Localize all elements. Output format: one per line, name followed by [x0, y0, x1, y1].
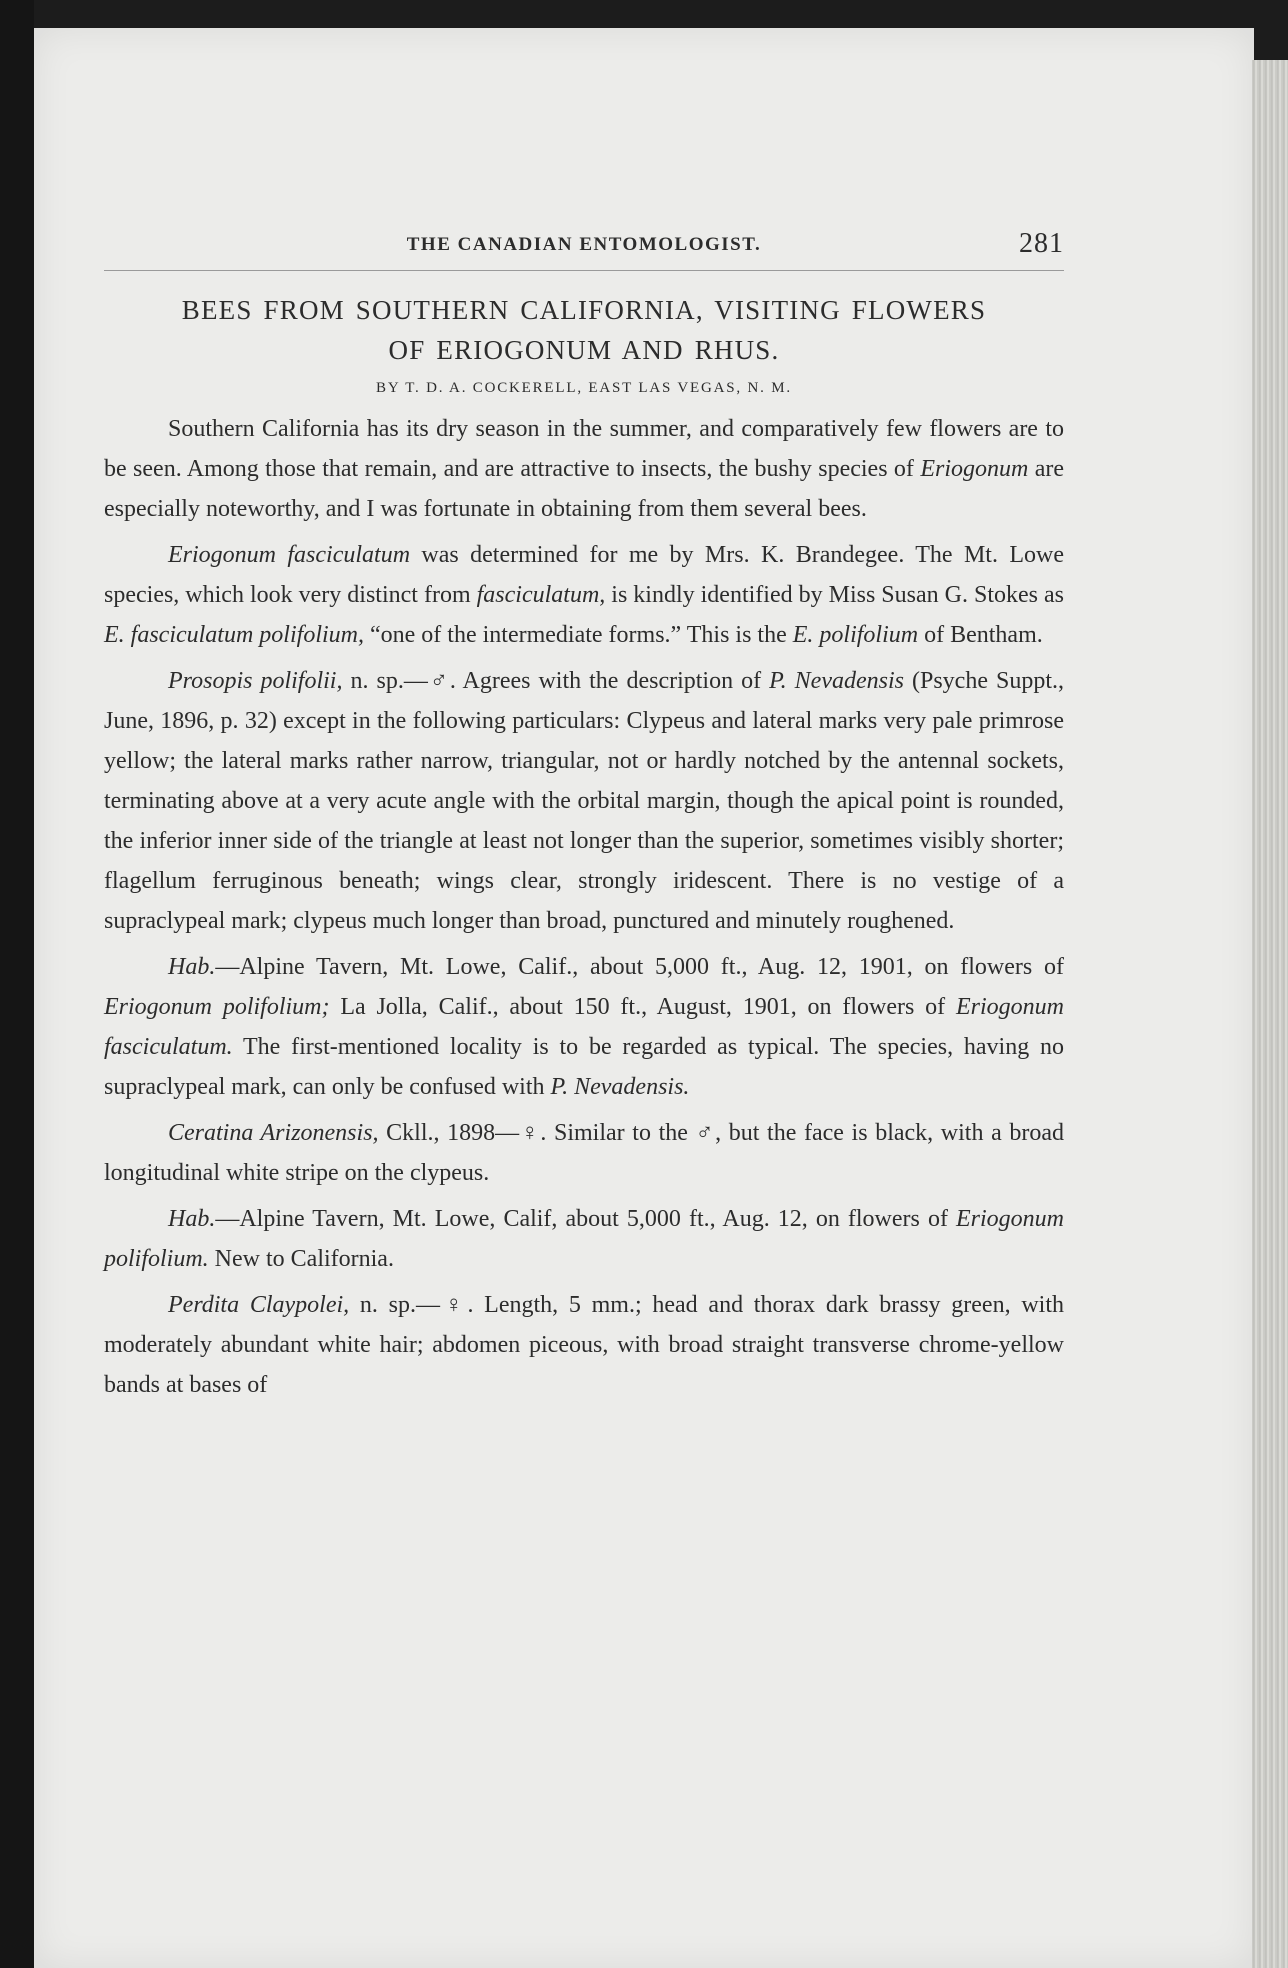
paragraph-ceratina-habitat	[104, 1199, 1064, 1279]
italic-run: Hab.	[168, 1206, 216, 1232]
italic-run: E. polifolium	[792, 622, 919, 648]
paragraph-eriogonum	[104, 535, 1064, 655]
text-run: “one of the intermediate forms.” This is the	[363, 622, 793, 648]
text-run: The first-mentioned locality is to be regarded as typical. The species, having no supraclypeal mark, can only be confused with	[104, 1034, 1064, 1100]
italic-run: Ceratina Arizonensis,	[168, 1120, 379, 1146]
text-run: New to California.	[208, 1246, 394, 1272]
italic-run: P. Nevadensis.	[550, 1074, 690, 1100]
text-run: was determined for me by Mrs. K. Brandegee. The Mt. Lowe species, which look very distinct from	[104, 542, 1064, 608]
italic-run: Eriogonum fasciculatum.	[104, 994, 1065, 1060]
italic-run: Eriogonum polifolium.	[104, 1206, 1064, 1272]
text-run: n. sp.—♀. Length, 5 mm.; head and thorax dark brassy green, with moderately abundant white hair; abdomen piceous, with broad straight transverse chrome-yellow bands at bases of	[104, 1292, 1064, 1398]
paragraph-prosopis-habitat	[104, 947, 1064, 1107]
text-run: are especially noteworthy, and I was fortunate in obtaining from them several bees.	[104, 456, 1065, 522]
text-run: of Bentham.	[918, 622, 1043, 648]
paragraph-prosopis	[104, 661, 1064, 941]
text-run: Southern California has its dry season in the summer, and comparatively few flowers are to be seen. Among those that remain, and are attractive to insects, the bushy species of	[104, 416, 1064, 482]
article-title-line-1: BEES FROM SOUTHERN CALIFORNIA, VISITING FLOWERS	[181, 295, 987, 325]
italic-run: Hab.	[168, 954, 216, 980]
text-run: Ckll., 1898—♀. Similar to the ♂, but the face is black, with a broad longitudinal white stripe on the clypeus.	[104, 1120, 1064, 1186]
page-content	[104, 210, 1064, 1405]
italic-run: Prosopis polifolii,	[168, 668, 343, 694]
page-stack-edge	[1252, 60, 1288, 1968]
paragraph-intro	[104, 409, 1064, 529]
italic-run: Perdita Claypolei,	[168, 1292, 350, 1318]
italic-run: E. fasciculatum polifolium,	[104, 622, 364, 648]
text-run: —Alpine Tavern, Mt. Lowe, Calif., about 5,000 ft., Aug. 12, 1901, on flowers of	[215, 954, 1064, 980]
text-run: n. sp.—♂. Agrees with the description of	[342, 668, 770, 694]
text-run: —Alpine Tavern, Mt. Lowe, Calif, about 5,000 ft., Aug. 12, on flowers of	[215, 1206, 956, 1232]
italic-run: Eriogonum fasciculatum	[168, 542, 411, 568]
italic-run: fasciculatum,	[476, 582, 606, 608]
paragraph-ceratina	[104, 1113, 1064, 1193]
article-title-line-2: OF ERIOGONUM AND RHUS.	[388, 335, 780, 365]
byline: BY T. D. A. COCKERELL, EAST LAS VEGAS, N. M.	[376, 380, 792, 396]
running-head	[104, 210, 1064, 260]
header-rule	[104, 270, 1064, 271]
paragraph-perdita	[104, 1285, 1064, 1405]
scan-left-edge	[0, 0, 34, 1968]
italic-run: Eriogonum polifolium;	[104, 994, 330, 1020]
page-number: 281	[1019, 228, 1064, 259]
text-run: La Jolla, Calif., about 150 ft., August, 1901, on flowers of	[329, 994, 957, 1020]
text-run: is kindly identified by Miss Susan G. Stokes as	[605, 582, 1065, 608]
italic-run: Eriogonum	[920, 456, 1029, 482]
article-title	[104, 290, 1064, 370]
italic-run: P. Nevadensis	[769, 668, 904, 694]
text-run: (Psyche Suppt., June, 1896, p. 32) except in the following particulars: Clypeus and lateral marks very pale primrose yellow; the lateral marks rather narrow, triangular, not or hardly notched by the antennal sockets, terminating above at a very acute angle with the orbital margin, though the apical point is rounded, the inferior inner side of the triangle at least not longer than the superior, sometimes visibly shorter; flagellum ferruginous beneath; wings clear, strongly iridescent. There is no vestige of a supraclypeal mark; clypeus much longer than broad, punctured and minutely roughened.	[104, 668, 1065, 934]
journal-title: THE CANADIAN ENTOMOLOGIST.	[406, 234, 762, 255]
